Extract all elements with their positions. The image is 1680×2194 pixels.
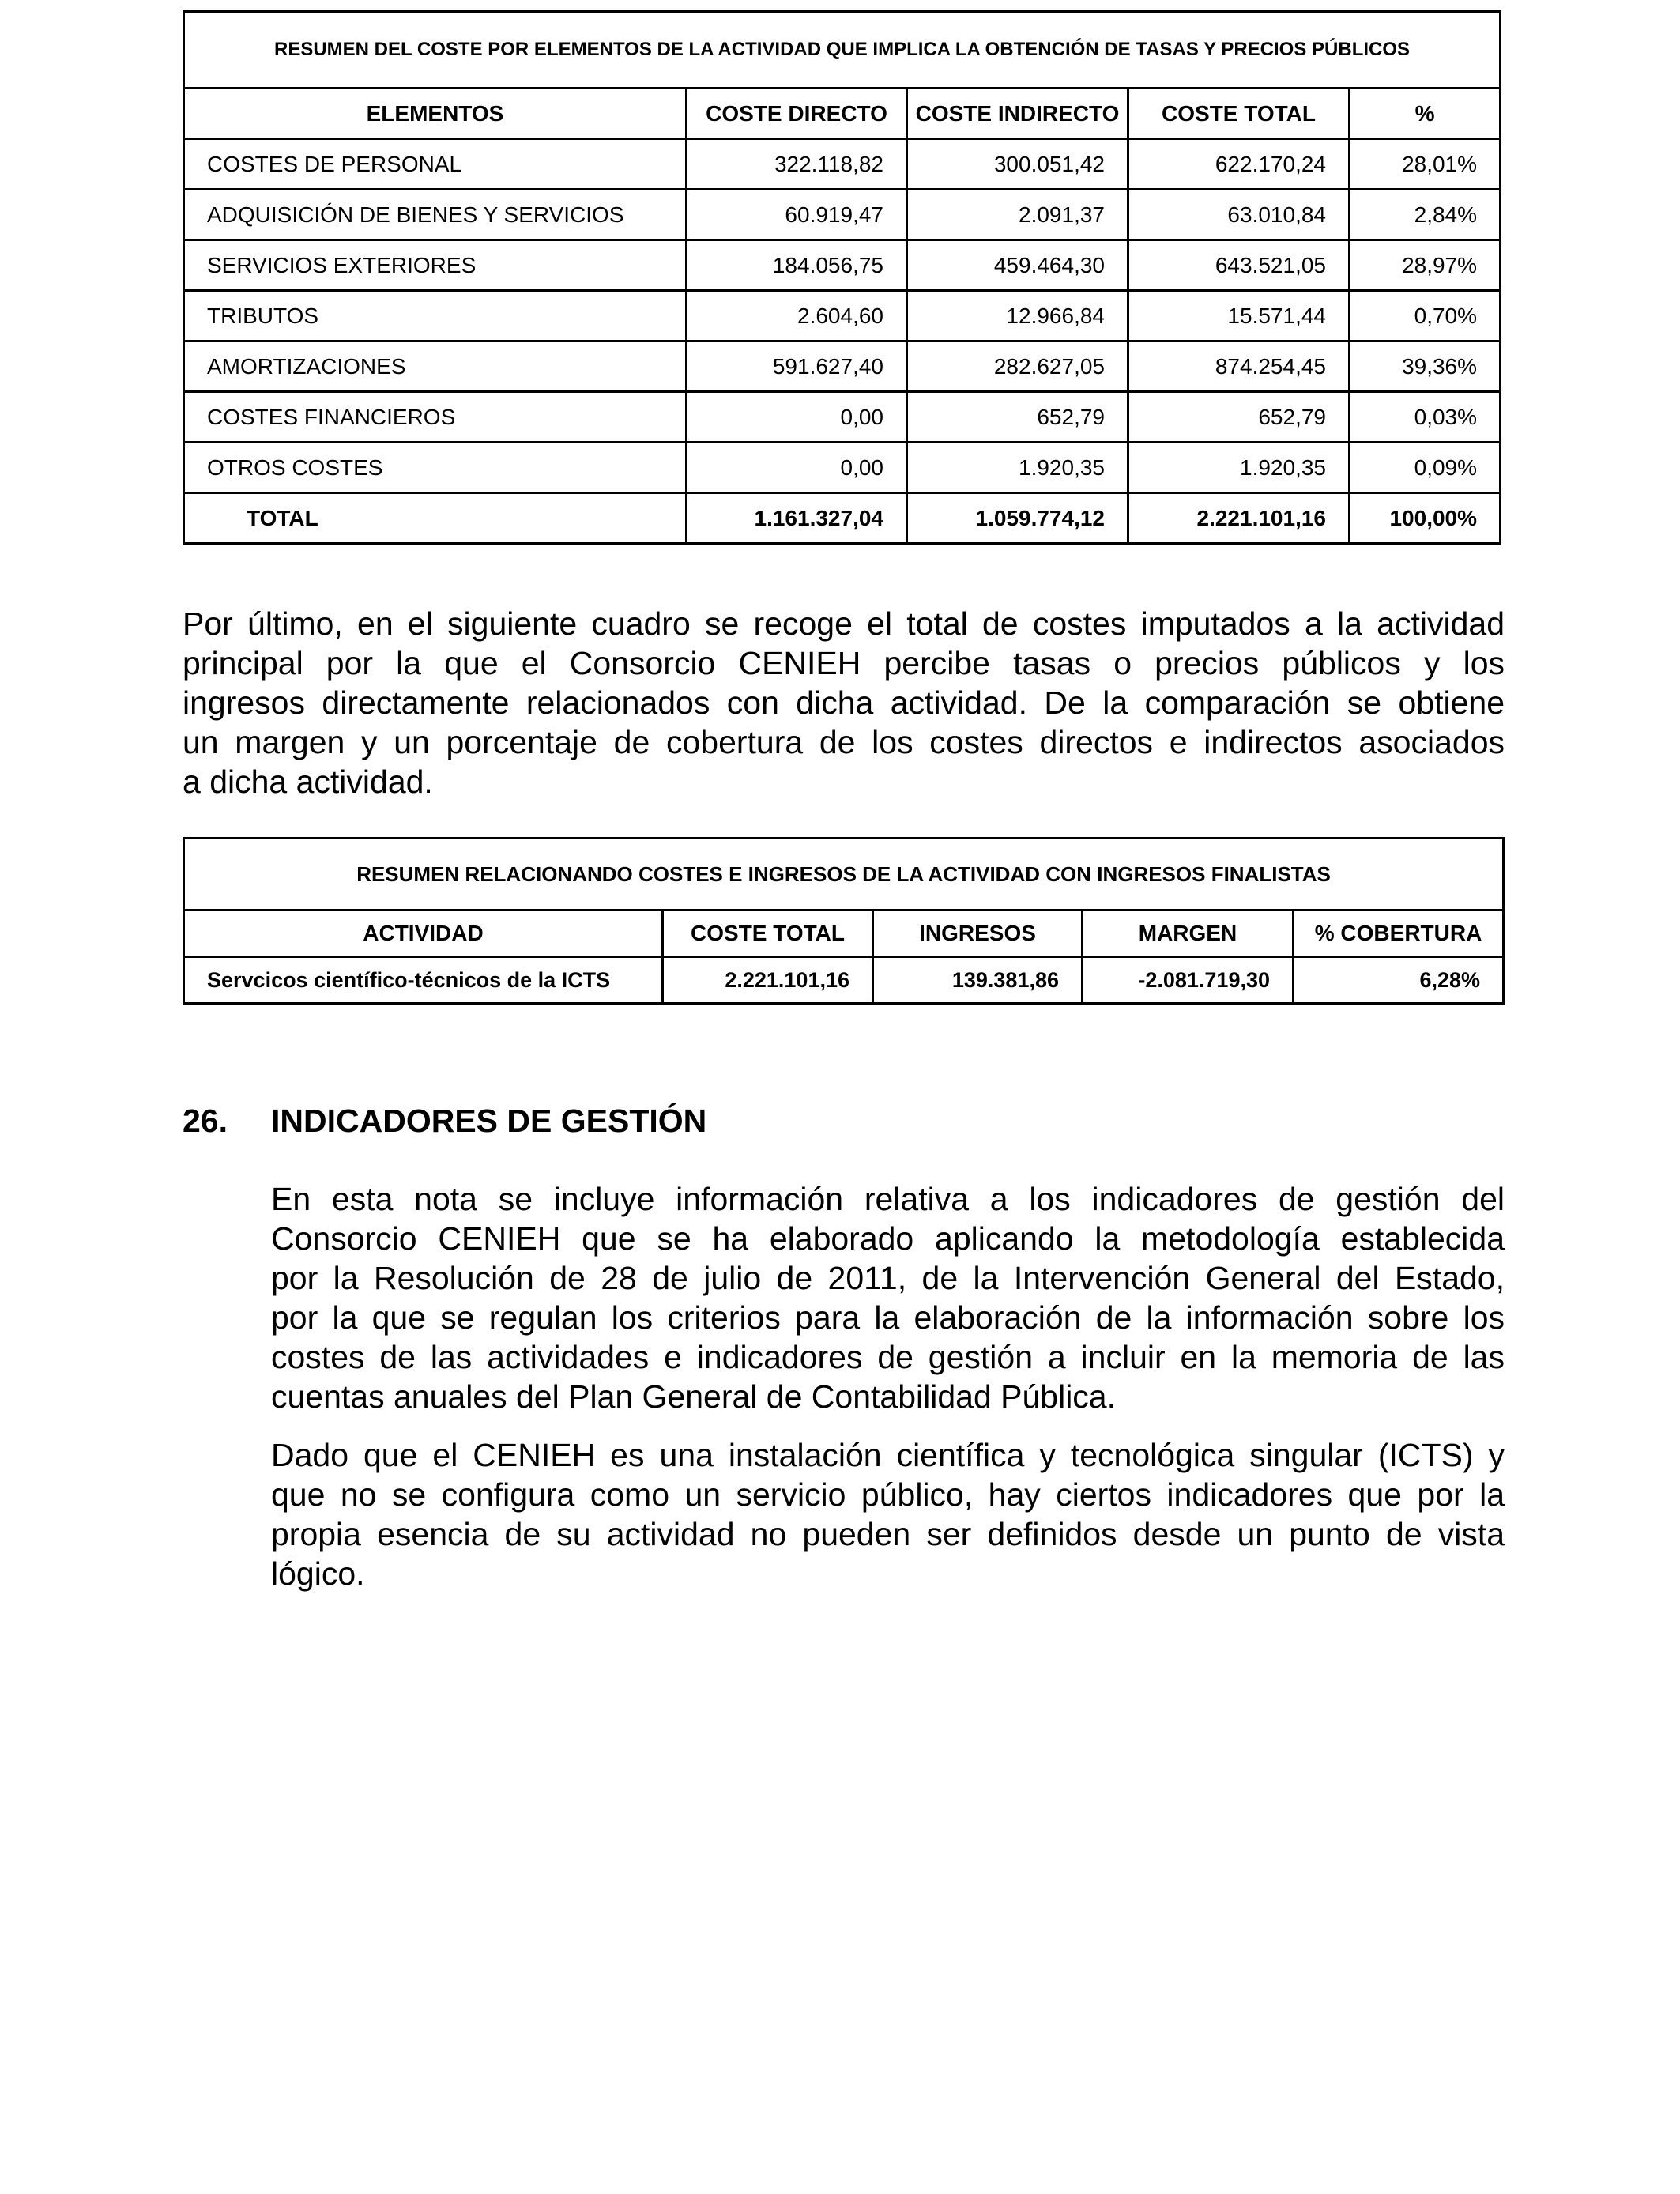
cell-value: 2.604,60 bbox=[687, 291, 907, 341]
section-paragraph bbox=[271, 1435, 1505, 1593]
row-label: AMORTIZACIONES bbox=[184, 341, 687, 392]
row-label: Servcicos científico-técnicos de la ICTS bbox=[184, 957, 663, 1004]
section-number: 26. bbox=[183, 1103, 228, 1139]
cell-value: 28,97% bbox=[1350, 240, 1501, 291]
cell-value: 643.521,05 bbox=[1128, 240, 1350, 291]
cell-value: 1.920,35 bbox=[1128, 443, 1350, 493]
paragraph-line: propia esencia de su actividad no pueden ser definidos desde un punto de vista bbox=[271, 1516, 1505, 1552]
cell-value: 282.627,05 bbox=[907, 341, 1128, 392]
cell-value: 459.464,30 bbox=[907, 240, 1128, 291]
cell-value: 1.920,35 bbox=[907, 443, 1128, 493]
cell-value: 874.254,45 bbox=[1128, 341, 1350, 392]
cell-value: 39,36% bbox=[1350, 341, 1501, 392]
table-row bbox=[184, 341, 1501, 392]
table-row bbox=[184, 139, 1501, 190]
column-header: % bbox=[1350, 89, 1501, 139]
table-row bbox=[184, 240, 1501, 291]
paragraph-line: ingresos directamente relacionados con dicha actividad. De la comparación se obtiene bbox=[183, 684, 1505, 721]
cell-value: 28,01% bbox=[1350, 139, 1501, 190]
row-label: ADQUISICIÓN DE BIENES Y SERVICIOS bbox=[184, 190, 687, 240]
cell-value: 0,09% bbox=[1350, 443, 1501, 493]
paragraph-line: principal por la que el Consorcio CENIEH percibe tasas o precios públicos y los bbox=[183, 645, 1505, 681]
cell-value: 15.571,44 bbox=[1128, 291, 1350, 341]
cell-value: 12.966,84 bbox=[907, 291, 1128, 341]
cell-value: 6,28% bbox=[1294, 957, 1504, 1004]
total-value: 2.221.101,16 bbox=[1128, 493, 1350, 544]
section-paragraph bbox=[271, 1179, 1505, 1416]
column-header: INGRESOS bbox=[873, 910, 1083, 957]
column-header: COSTE TOTAL bbox=[663, 910, 873, 957]
paragraph-line: por la Resolución de 28 de julio de 2011, de la Intervención General del Estado, bbox=[271, 1260, 1505, 1296]
column-header: ELEMENTOS bbox=[184, 89, 687, 139]
table-row bbox=[184, 392, 1501, 443]
table-row bbox=[184, 291, 1501, 341]
cell-value: 184.056,75 bbox=[687, 240, 907, 291]
table-title: RESUMEN RELACIONANDO COSTES E INGRESOS DE LA ACTIVIDAD CON INGRESOS FINALISTAS bbox=[184, 839, 1504, 910]
cell-value: 0,00 bbox=[687, 392, 907, 443]
table-header-row bbox=[184, 910, 1504, 957]
paragraph-line: por la que se regulan los criterios para la elaboración de la información sobre los bbox=[271, 1299, 1505, 1336]
paragraph-line: costes de las actividades e indicadores de gestión a incluir en la memoria de las bbox=[271, 1339, 1505, 1375]
cell-value: 591.627,40 bbox=[687, 341, 907, 392]
total-value: 1.161.327,04 bbox=[687, 493, 907, 544]
column-header: COSTE INDIRECTO bbox=[907, 89, 1128, 139]
row-label: COSTES FINANCIEROS bbox=[184, 392, 687, 443]
paragraph-line: Por último, en el siguiente cuadro se recoge el total de costes imputados a la actividad bbox=[183, 605, 1505, 642]
paragraph-line: un margen y un porcentaje de cobertura de los costes directos e indirectos asociados bbox=[183, 724, 1505, 760]
paragraph-line: que no se configura como un servicio público, hay ciertos indicadores que por la bbox=[271, 1476, 1505, 1513]
cell-value: 63.010,84 bbox=[1128, 190, 1350, 240]
cell-value: 0,70% bbox=[1350, 291, 1501, 341]
paragraph-line: lógico. bbox=[271, 1555, 365, 1592]
table-row bbox=[184, 957, 1504, 1004]
cell-value: 2.221.101,16 bbox=[663, 957, 873, 1004]
cell-value: 652,79 bbox=[1128, 392, 1350, 443]
cell-value: 0,03% bbox=[1350, 392, 1501, 443]
cell-value: 139.381,86 bbox=[873, 957, 1083, 1004]
total-value: 100,00% bbox=[1350, 493, 1501, 544]
total-value: 1.059.774,12 bbox=[907, 493, 1128, 544]
table-row bbox=[184, 443, 1501, 493]
section-title: INDICADORES DE GESTIÓN bbox=[271, 1103, 707, 1139]
row-label: TRIBUTOS bbox=[184, 291, 687, 341]
cell-value: 0,00 bbox=[687, 443, 907, 493]
row-label: SERVICIOS EXTERIORES bbox=[184, 240, 687, 291]
paragraph-line: a dicha actividad. bbox=[183, 763, 433, 800]
paragraph-line: cuentas anuales del Plan General de Contabilidad Pública. bbox=[271, 1378, 1117, 1415]
cell-value: 60.919,47 bbox=[687, 190, 907, 240]
table-row bbox=[184, 190, 1501, 240]
cost-by-elements-table bbox=[183, 10, 1501, 545]
paragraph-line: Consorcio CENIEH que se ha elaborado aplicando la metodología establecida bbox=[271, 1220, 1505, 1257]
row-label: OTROS COSTES bbox=[184, 443, 687, 493]
cell-value: 300.051,42 bbox=[907, 139, 1128, 190]
paragraph-line: Dado que el CENIEH es una instalación científica y tecnológica singular (ICTS) y bbox=[271, 1437, 1505, 1473]
intro-paragraph bbox=[183, 604, 1505, 801]
cell-value: 652,79 bbox=[907, 392, 1128, 443]
cell-value: 2.091,37 bbox=[907, 190, 1128, 240]
costs-income-summary-table bbox=[183, 837, 1505, 1005]
cell-value: 322.118,82 bbox=[687, 139, 907, 190]
column-header: ACTIVIDAD bbox=[184, 910, 663, 957]
column-header: COSTE DIRECTO bbox=[687, 89, 907, 139]
cell-value: 622.170,24 bbox=[1128, 139, 1350, 190]
table-total-row bbox=[184, 493, 1501, 544]
cell-value: -2.081.719,30 bbox=[1083, 957, 1294, 1004]
paragraph-line: En esta nota se incluye información relativa a los indicadores de gestión del bbox=[271, 1181, 1505, 1217]
row-label: COSTES DE PERSONAL bbox=[184, 139, 687, 190]
column-header: MARGEN bbox=[1083, 910, 1294, 957]
column-header: COSTE TOTAL bbox=[1128, 89, 1350, 139]
table-title: RESUMEN DEL COSTE POR ELEMENTOS DE LA ACTIVIDAD QUE IMPLICA LA OBTENCIÓN DE TASAS Y PRECIOS PÚBLICOS bbox=[184, 12, 1501, 89]
cell-value: 2,84% bbox=[1350, 190, 1501, 240]
column-header: % COBERTURA bbox=[1294, 910, 1504, 957]
total-label: TOTAL bbox=[184, 493, 687, 544]
table-header-row bbox=[184, 89, 1501, 139]
